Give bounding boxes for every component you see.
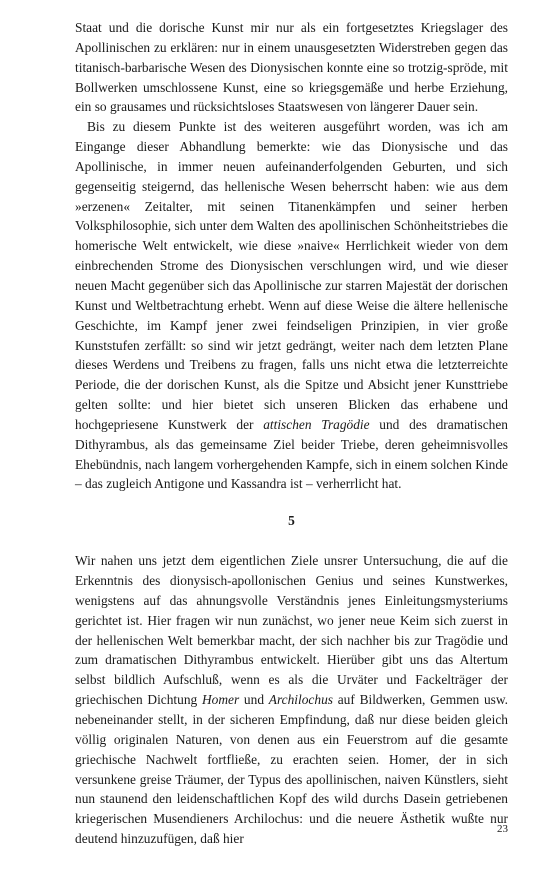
paragraph-3-end: auf Bildwerken, Gemmen usw. nebeneinander stellt, in der sicheren Empfindung, daß nur diese beiden gleich völlig originalen Naturen, von denen aus ein Feuerstrom auf die gesamte griechische Nachwelt fortfließe, zu erachten seien. Homer, der in sich versunkene greise Träumer, der Typus des apollinischen, naiven Künstlers, sieht nun staunend den leidenschaftlichen Kopf des wild durchs Dasein getriebenen kriegerischen Musendieners Archilochus: und die neuere Ästhetik wußte nur deutend hinzuzufügen, daß hier: [75, 692, 509, 847]
paragraph-2: [75, 117, 508, 494]
paragraph-2-tail: und des dramatischen Dithyrambus, als das gemeinsame Ziel beider Triebe, deren geheimnisvolles Ehebündnis, nach langem vorhergehenden Kampfe, sich in einem solchen Kinde – das zugleich Antigone und Kassandra ist – verherrlicht hat.: [75, 416, 508, 492]
paragraph-1: Staat und die dorische Kunst mir nur als ein fortgesetztes Kriegslager des Apollinischen zu erklären: nur in einem unausgesetzten Widerstreben gegen das titanisch-barbarische Wesen des Dionysischen konnte eine so trotzig-spröde, mit Bollwerken umschlossene Kunst, eine so kriegsgemäße und herbe Erziehung, ein so grausames und rücksichtsloses Staatswesen von längerer Dauer sein.: [75, 20, 508, 115]
book-page: [75, 18, 508, 868]
paragraph-3: [75, 551, 508, 849]
paragraph-2-emphasis: attischen Tragödie: [263, 416, 370, 432]
paragraph-3-start: Wir nahen uns jetzt dem eigentlichen Ziele unsrer Untersuchung, die auf die Erkenntnis des dionysisch-apollonischen Genius und seines Kunstwerkes, wenigstens auf das ahnungsvolle Verständnis jenes Einleitungsmysteriums gerichtet ist. Hier fragen wir nun zunächst, wo jener neue Keim sich zuerst in der hellenischen Welt bemerkbar macht, der sich nachher bis zur Tragödie und zum dramatischen Dithyrambus entwickelt. Hierüber gibt uns das Altertum selbst bildlich Aufschluß, wenn es als die Urväter und Fackelträger der griechischen Dichtung: [75, 553, 508, 708]
page-number: 23: [497, 823, 508, 835]
paragraph-2-body: Bis zu diesem Punkte ist des weiteren ausgeführt worden, was ich am Eingange dieser Abhandlung bemerkte: wie das Dionysische und das Apollinische, in immer neuen aufeinanderfolgenden Geburten, und sich gegenseitig steigernd, das hellenische Wesen beherrscht haben: wie aus dem »erzenen« Zeitalter, mit seinen Titanenkämpfen und seiner herben Volksphilosophie, sich unter dem Walten des apollinischen Schönheitstriebes die homerische Welt entwickelt, wie diese »naive« Herrlichkeit wieder von dem einbrechenden Strome des Dionysischen verschlungen wird, und wie dieser neuen Macht gegenüber sich das Apollinische zur starren Majestät der dorischen Kunst und Weltbetrachtung erhebt. Wenn auf diese Weise die ältere hellenische Geschichte, im Kampf jener zwei feindseligen Prinzipien, in vier große Kunststufen zerfällt: so sind wir jetzt gedrängt, weiter nach dem letzten Plane dieses Werdens und Treibens zu fragen, falls uns nicht etwa die letzterreichte Periode, die der dorischen Kunst, als die Spitze und Absicht jener Kunsttriebe gelten sollte: und hier bietet sich unseren Blicken das erhabene und hochgepriesene Kunstwerk der: [75, 119, 508, 432]
section-number: 5: [288, 513, 295, 529]
paragraph-3-und: und: [239, 692, 269, 708]
paragraph-3-archilochus: Archilochus: [268, 692, 333, 708]
paragraph-3-homer: Homer: [201, 692, 240, 708]
